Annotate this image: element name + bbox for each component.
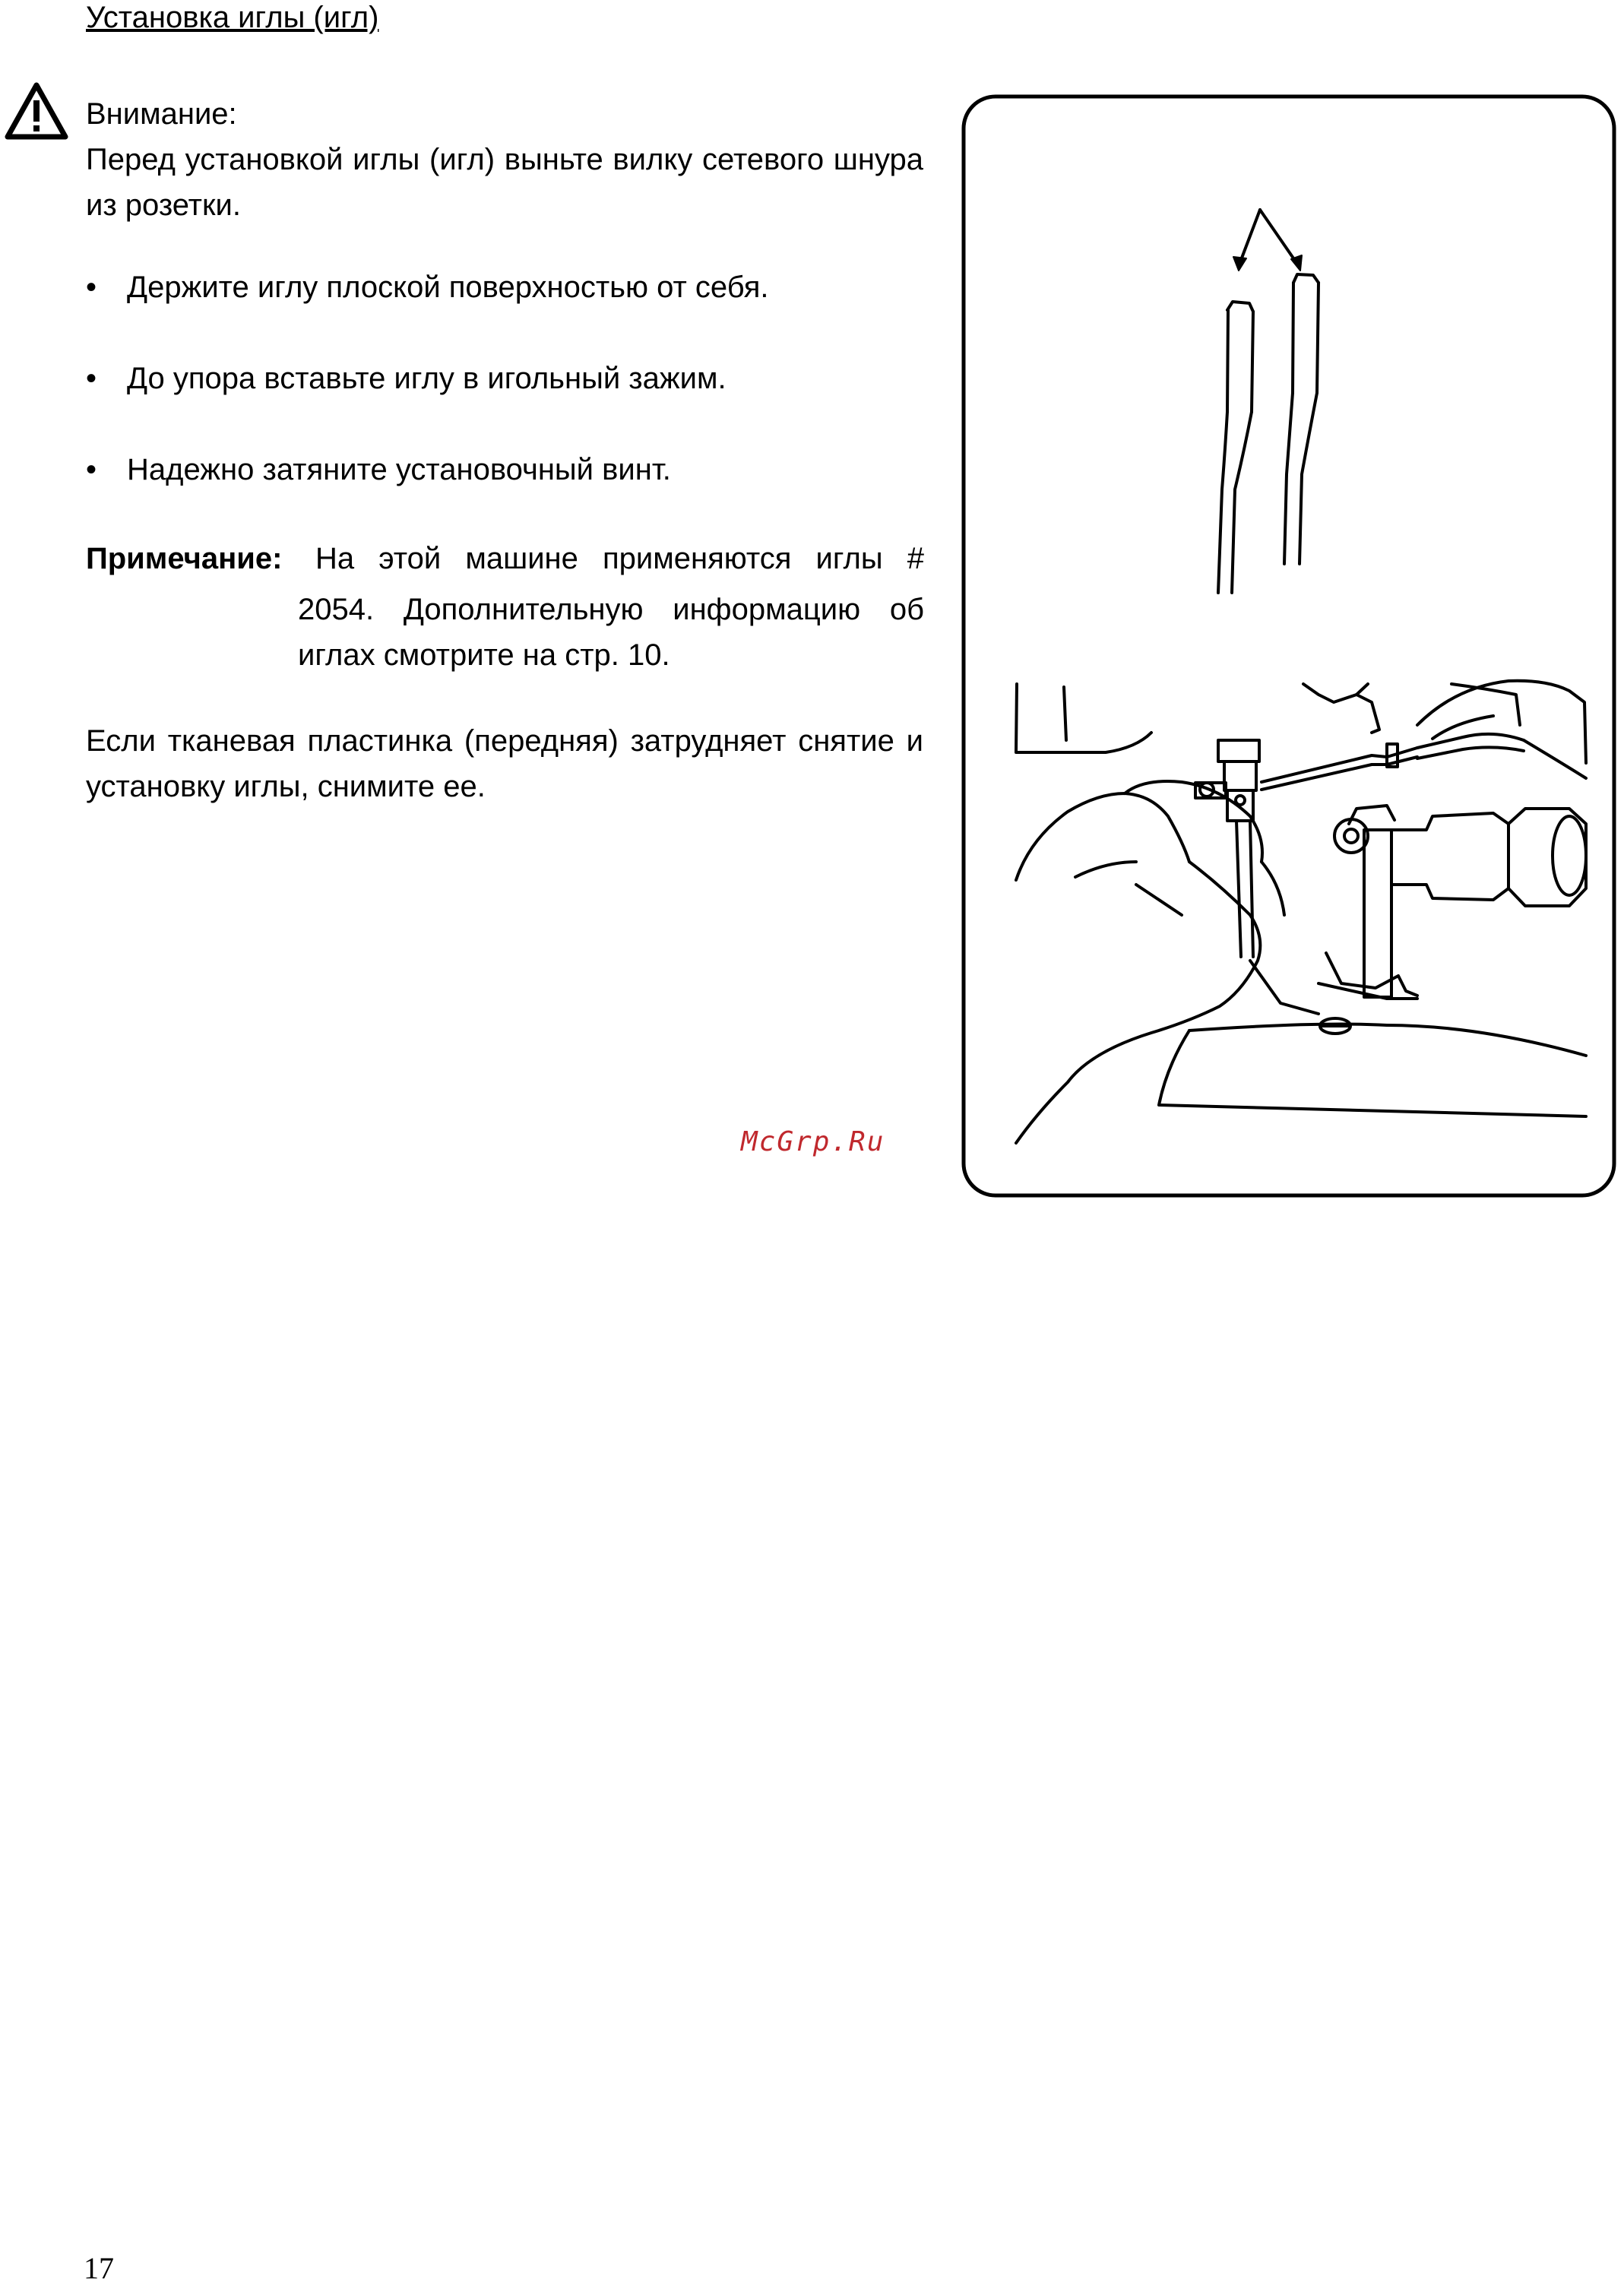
list-item-text: Держите иглу плоской поверхностью от себя. — [127, 271, 769, 304]
page-number: 17 — [84, 2251, 114, 2285]
warning-triangle-icon — [5, 82, 68, 140]
illustration-frame — [961, 94, 1616, 1198]
needles-flat-side-icon — [1218, 210, 1319, 593]
note-label: Примечание: — [86, 542, 283, 575]
list-item-text: До упора вставьте иглу в игольный зажим. — [127, 362, 727, 395]
bullet-dot-icon: • — [86, 453, 97, 486]
needle-installation-hands-icon — [1016, 681, 1586, 1143]
warning-text: Перед установкой иглы (игл) выньте вилку сетевого шнура из розетки. — [86, 143, 923, 222]
note-rest: 2054. Дополнительную информацию об иглах смотрите на стр. 10. — [298, 593, 924, 672]
page-title: Установка иглы (игл) — [86, 1, 379, 34]
warning-heading: Внимание: — [86, 97, 237, 131]
note-text — [298, 587, 924, 678]
note-first-line: На этой машине применяются иглы # — [315, 542, 924, 575]
bullet-dot-icon: • — [86, 271, 97, 304]
watermark: McGrp.Ru — [741, 1126, 885, 1157]
warning-block — [86, 91, 923, 228]
list-item-text: Надежно затяните установочный винт. — [127, 453, 671, 486]
fabric-plate-paragraph: Если тканевая пластинка (передняя) затрудняет снятие и установку иглы, снимите ее. — [86, 724, 923, 803]
bullet-dot-icon: • — [86, 362, 97, 395]
